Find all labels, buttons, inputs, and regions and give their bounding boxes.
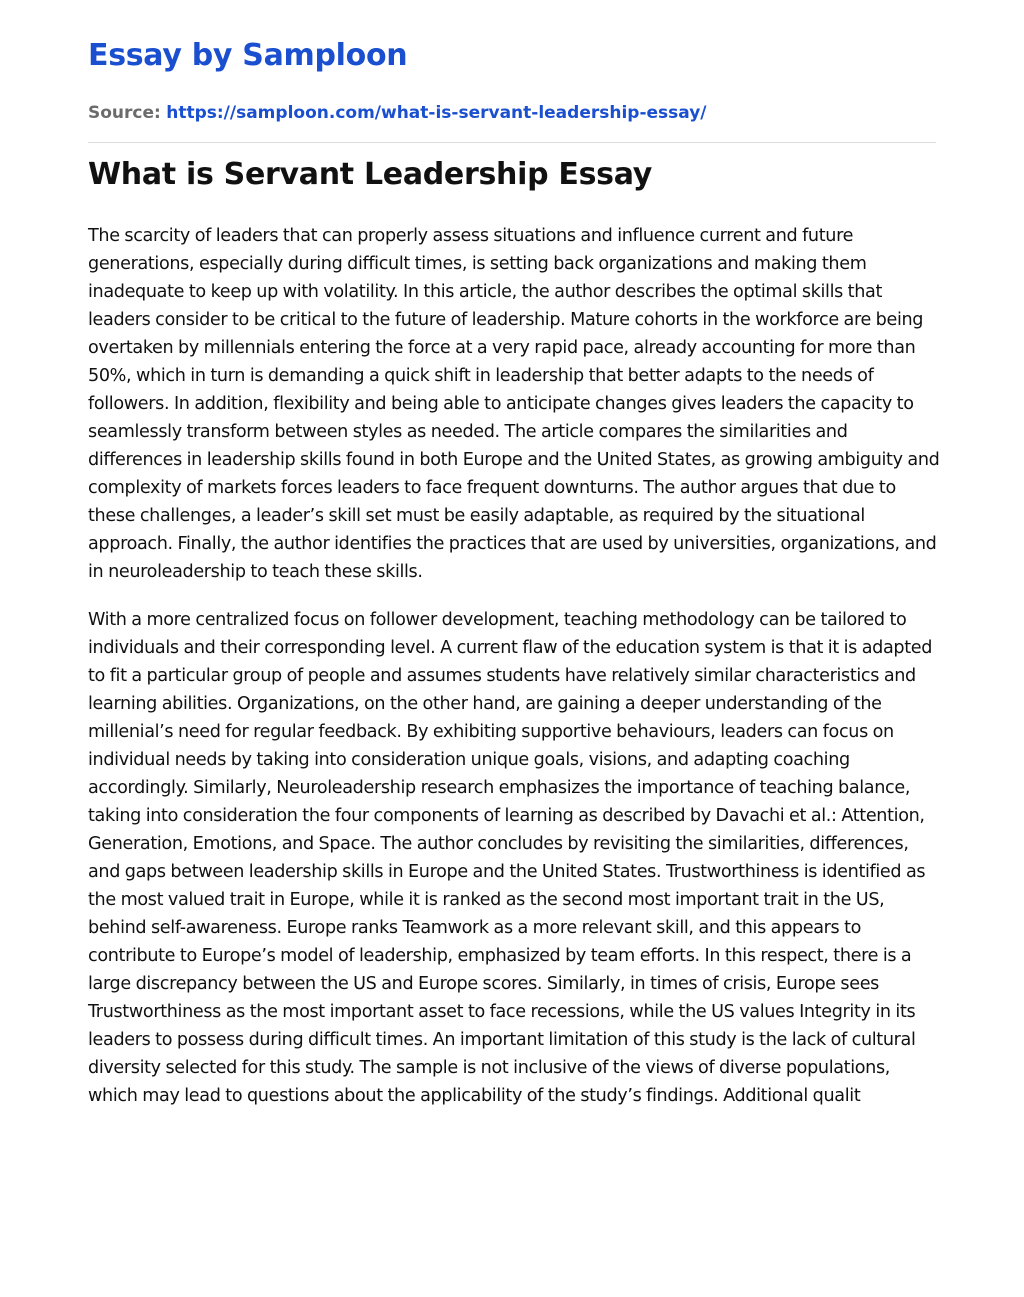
site-title[interactable]: Essay by Samploon	[88, 38, 408, 73]
essay-paragraph: The scarcity of leaders that can properly assess situations and influence current and future generations, especially during difficult times, is setting back organizations and making them inadequate to keep up with volatility. In this article, the author describes the optimal skills that leaders consider to be critical to the future of leadership. Mature cohorts in the workforce are being overtaken by millennials entering the force at a very rapid pace, already accounting for more than 50%, which in turn is demanding a quick shift in leadership that better adapts to the needs of followers. In addition, flexibility and being able to anticipate changes gives leaders the capacity to seamlessly transform between styles as needed. The article compares the similarities and differences in leadership skills found in both Europe and the United States, as growing ambiguity and complexity of markets forces leaders to face frequent downturns. The author argues that due to these challenges, a leader’s skill set must be easily adaptable, as required by the situational approach. Finally, the author identifies the practices that are used by universities, organizations, and in neuroleadership to teach these skills.	[88, 226, 940, 582]
header-divider	[88, 142, 936, 143]
source-line	[88, 101, 707, 125]
source-label: Source:	[88, 103, 161, 123]
essay-paragraph: With a more centralized focus on follower development, teaching methodology can be tailored to individuals and their corresponding level. A current flaw of the education system is that it is adapted to fit a particular group of people and assumes students have relatively similar characteristics and learning abilities. Organizations, on the other hand, are gaining a deeper understanding of the millenial’s need for regular feedback. By exhibiting supportive behaviours, leaders can focus on individual needs by taking into consideration unique goals, visions, and adapting coaching accordingly. Similarly, Neuroleadership research emphasizes the importance of teaching balance, taking into consideration the four components of learning as described by Davachi et al.: Attention, Generation, Emotions, and Space. The author concludes by revisiting the similarities, differences, and gaps between leadership skills in Europe and the United States. Trustworthiness is identified as the most valued trait in Europe, while it is ranked as the second most important trait in the US, behind self-awareness. Europe ranks Teamwork as a more relevant skill, and this appears to contribute to Europe’s model of leadership, emphasized by team efforts. In this respect, there is a large discrepancy between the US and Europe scores. Similarly, in times of crisis, Europe sees Trustworthiness as the most important asset to face recessions, while the US values Integrity in its leaders to possess during difficult times. An important limitation of this study is the lack of cultural diversity selected for this study. The sample is not inclusive of the views of diverse populations, which may lead to questions about the applicability of the study’s findings. Additional qualit	[88, 610, 933, 1106]
source-link[interactable]: https://samploon.com/what-is-servant-leadership-essay/	[166, 103, 707, 123]
essay-title: What is Servant Leadership Essay	[88, 157, 652, 192]
essay-body	[88, 222, 940, 1130]
